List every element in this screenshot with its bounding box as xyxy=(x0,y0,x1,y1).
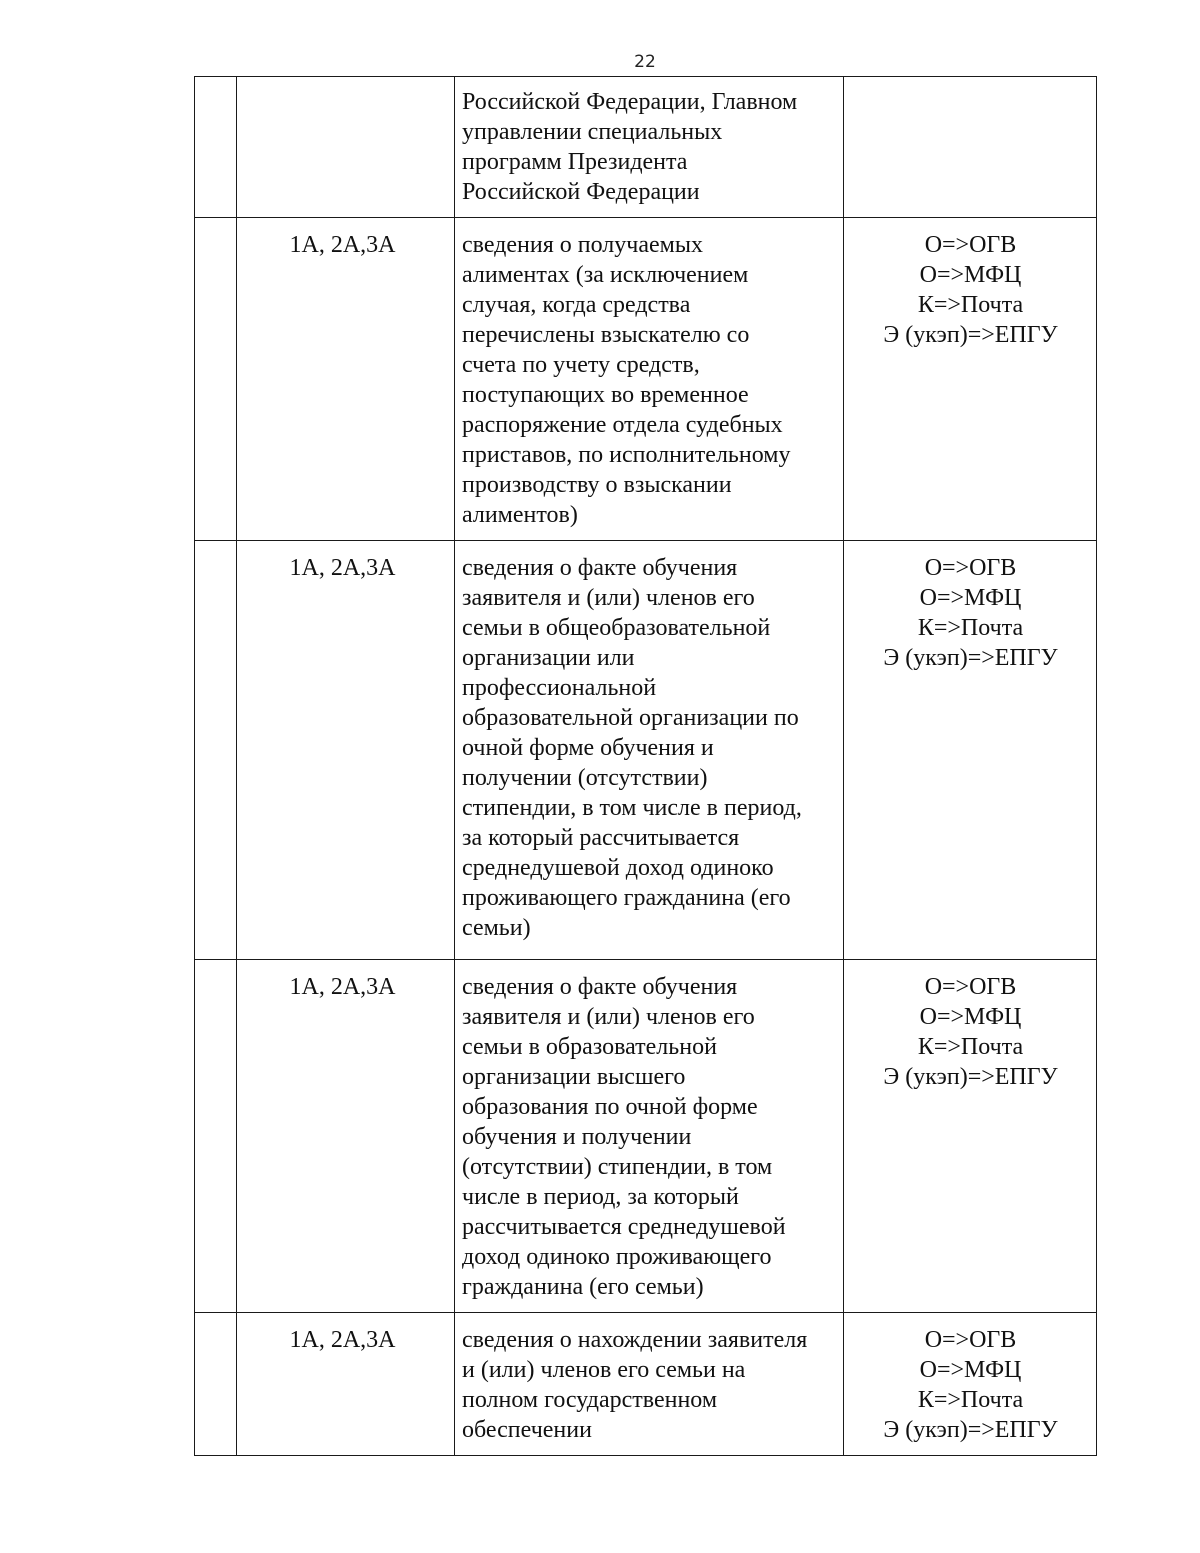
row-index-cell xyxy=(195,960,237,1313)
methods-cell xyxy=(844,218,1097,541)
method-item: К=>Почта xyxy=(917,292,1024,318)
codes-cell xyxy=(237,541,455,960)
row-codes: 1А, 2А,3А xyxy=(289,1327,396,1353)
method-item: Э (укэп)=>ЕПГУ xyxy=(883,1417,1058,1443)
method-item: О=>МФЦ xyxy=(919,1004,1022,1030)
row-methods xyxy=(844,218,1096,360)
row-index-cell xyxy=(195,541,237,960)
description-cell xyxy=(455,218,844,541)
table-row xyxy=(195,218,1097,541)
method-item: О=>МФЦ xyxy=(919,262,1022,288)
row-index xyxy=(195,1313,236,1335)
method-item: К=>Почта xyxy=(917,1387,1024,1413)
row-index xyxy=(195,960,236,982)
row-codes: 1А, 2А,3А xyxy=(289,232,396,258)
table-row xyxy=(195,1313,1097,1456)
row-description: Российской Федерации, Главном управлении специальных программ Президента Российской Федерации xyxy=(462,89,798,205)
method-item: О=>ОГВ xyxy=(924,974,1017,1000)
codes-cell xyxy=(237,960,455,1313)
description-cell xyxy=(455,541,844,960)
table-row xyxy=(195,541,1097,960)
row-index xyxy=(195,541,236,563)
row-methods xyxy=(844,960,1096,1102)
description-cell xyxy=(455,1313,844,1456)
methods-cell xyxy=(844,960,1097,1313)
method-item: О=>МФЦ xyxy=(919,1357,1022,1383)
row-description: сведения о нахождении заявителя и (или) членов его семьи на полном государственном обеспечении xyxy=(462,1327,808,1443)
row-methods xyxy=(844,1313,1096,1455)
document-table xyxy=(194,76,1097,1456)
table-row xyxy=(195,77,1097,218)
page-number: 22 xyxy=(634,52,656,72)
methods-cell xyxy=(844,541,1097,960)
codes-cell xyxy=(237,218,455,541)
methods-cell xyxy=(844,1313,1097,1456)
method-item: Э (укэп)=>ЕПГУ xyxy=(883,645,1058,671)
codes-cell xyxy=(237,1313,455,1456)
table-row xyxy=(195,960,1097,1313)
row-methods xyxy=(844,541,1096,683)
method-item: О=>МФЦ xyxy=(919,585,1022,611)
row-index xyxy=(195,77,236,99)
method-item: Э (укэп)=>ЕПГУ xyxy=(883,322,1058,348)
description-cell xyxy=(455,960,844,1313)
method-item: К=>Почта xyxy=(917,615,1024,641)
method-item: Э (укэп)=>ЕПГУ xyxy=(883,1064,1058,1090)
row-description: сведения о получаемых алиментах (за исключением случая, когда средства перечислены взыскателю со счета по учету средств, поступающих во временное распоряжение отдела судебных приставов, по исполнительному производству о взыскании алиментов) xyxy=(462,232,791,528)
methods-cell xyxy=(844,77,1097,218)
method-item: О=>ОГВ xyxy=(924,1327,1017,1353)
row-methods xyxy=(844,77,1096,99)
description-cell xyxy=(455,77,844,218)
row-index-cell xyxy=(195,77,237,218)
method-item: К=>Почта xyxy=(917,1034,1024,1060)
row-description: сведения о факте обучения заявителя и (или) членов его семьи в образовательной организации высшего образования по очной форме обучения и получении (отсутствии) стипендии, в том числе в период, за который рассчитывается среднедушевой доход одиноко проживающего гражданина (его семьи) xyxy=(462,974,786,1300)
row-codes: 1А, 2А,3А xyxy=(289,974,396,1000)
row-index-cell xyxy=(195,1313,237,1456)
row-codes: 1А, 2А,3А xyxy=(289,555,396,581)
row-index xyxy=(195,218,236,240)
row-index-cell xyxy=(195,218,237,541)
codes-cell xyxy=(237,77,455,218)
method-item: О=>ОГВ xyxy=(924,555,1017,581)
row-codes xyxy=(237,77,454,99)
row-description: сведения о факте обучения заявителя и (или) членов его семьи в общеобразовательной организации или профессиональной образовательной организации по очной форме обучения и получении (отсутствии) стипендии, в том числе в период, за который рассчитывается среднедушевой доход одиноко проживающего гражданина (его семьи) xyxy=(462,555,802,941)
method-item: О=>ОГВ xyxy=(924,232,1017,258)
